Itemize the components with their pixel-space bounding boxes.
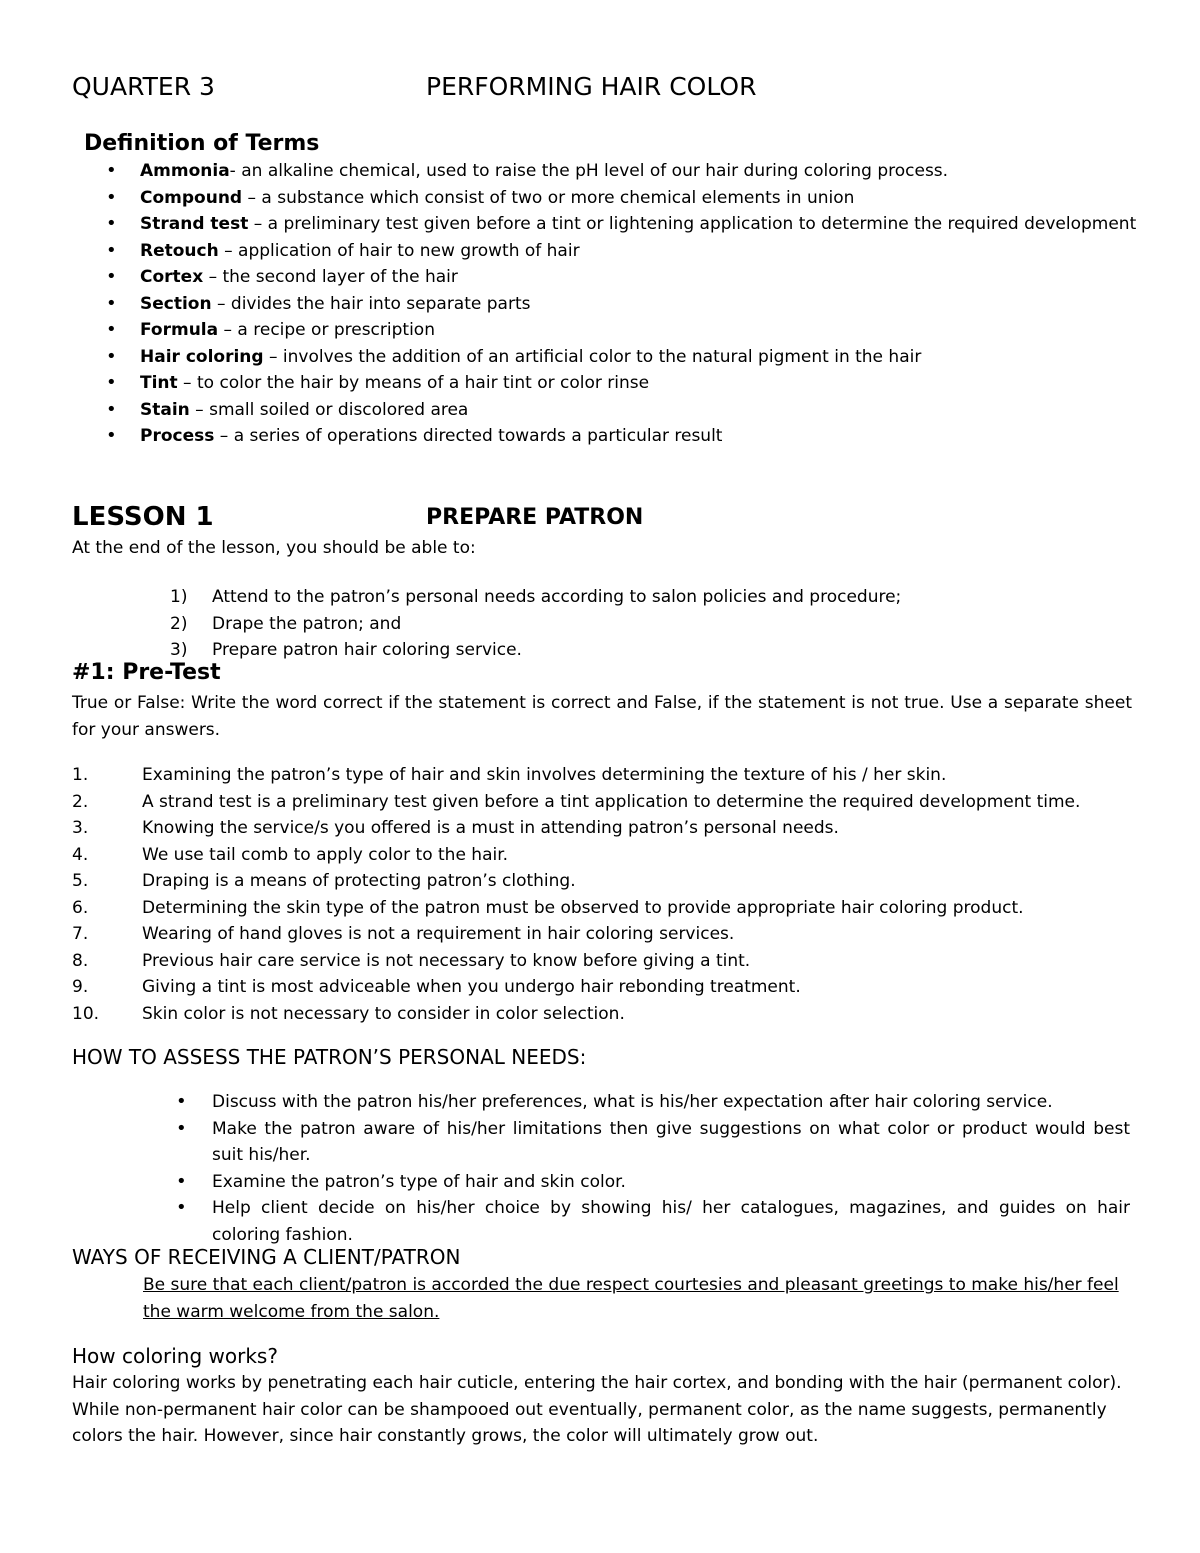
objective-text: Attend to the patron’s personal needs according to salon policies and procedure; <box>212 587 902 607</box>
objective-number: 1) <box>170 587 188 607</box>
pretest-item <box>72 921 1080 948</box>
lesson-title: PREPARE PATRON <box>426 505 644 530</box>
definition-text: divides the hair into separate parts <box>230 293 531 314</box>
definition-text: a preliminary test given before a tint or lightening application to determine the required development <box>267 214 1137 234</box>
definition-text: the second layer of the hair <box>222 267 458 287</box>
definition-item <box>100 344 1140 371</box>
pretest-number: 5. <box>72 871 89 891</box>
objective-item <box>170 637 901 664</box>
definition-text: a recipe or prescription <box>237 320 435 340</box>
coloring-text: Hair coloring works by penetrating each hair cuticle, entering the hair cortex, and bonding with the hair (permanent color). While non-permanent hair color can be shampooed out eventually, permanent color, as the name suggests, permanently colors the hair. However, since hair constantly grows, the color will ultimately grow out. <box>72 1373 1122 1446</box>
definition-item <box>100 423 1140 450</box>
pretest-heading: #1: Pre-Test <box>72 660 221 685</box>
definition-separator: – <box>218 240 239 261</box>
assess-item: • Make the patron aware of his/her limitations then give suggestions on what color or product would best suit his/her. <box>170 1116 1130 1169</box>
pretest-number: 6. <box>72 897 89 918</box>
definition-text: application of hair to new growth of hair <box>238 240 580 261</box>
definition-item <box>100 185 1140 212</box>
definition-separator: – <box>263 346 283 367</box>
definition-term: Process <box>140 426 215 446</box>
pretest-text: Draping is a means of protecting patron’s clothing. <box>142 871 576 891</box>
definition-item <box>100 211 1140 238</box>
pretest-text: Previous hair care service is not necessary to know before giving a tint. <box>142 950 751 971</box>
objective-number: 2) <box>170 613 188 634</box>
definition-separator: – <box>177 373 197 393</box>
pretest-number: 2. <box>72 791 89 812</box>
definitions-heading: Definition of Terms <box>84 131 320 156</box>
pretest-item <box>72 815 1080 842</box>
definition-item <box>100 238 1140 265</box>
page-title: PERFORMING HAIR COLOR <box>426 72 757 101</box>
pretest-text: We use tail comb to apply color to the hair. <box>142 844 509 865</box>
pretest-item <box>72 974 1080 1001</box>
definition-separator: – <box>211 293 231 314</box>
objective-text: Prepare patron hair coloring service. <box>212 640 522 660</box>
pretest-item <box>72 948 1080 975</box>
pretest-number: 4. <box>72 844 89 865</box>
definition-term: Ammonia <box>140 161 230 181</box>
coloring-heading: How coloring works? <box>72 1344 278 1368</box>
definitions-list <box>100 158 1140 450</box>
pretest-text: Examining the patron’s type of hair and skin involves determining the texture of his / her skin. <box>142 765 947 785</box>
objective-text: Drape the patron; and <box>212 613 402 634</box>
definition-term: Retouch <box>140 240 219 261</box>
pretest-number: 7. <box>72 924 89 944</box>
assess-list <box>170 1089 1130 1248</box>
assess-item: • Help client decide on his/her choice by showing his/ her catalogues, magazines, and guides on hair coloring fashion. <box>170 1195 1130 1248</box>
objectives-list <box>170 584 901 664</box>
pretest-text: Knowing the service/s you offered is a must in attending patron’s personal needs. <box>142 818 839 838</box>
definition-item <box>100 264 1140 291</box>
definition-separator: – <box>218 320 238 340</box>
definition-separator: – <box>189 399 210 420</box>
definition-separator: – <box>248 214 268 234</box>
definition-text: involves the addition of an artificial color to the natural pigment in the hair <box>282 346 922 367</box>
receiving-text: Be sure that each client/patron is accorded the due respect courtesies and pleasant greetings to make his/her feel the warm welcome from the salon. <box>143 1275 1119 1322</box>
objective-item <box>170 611 901 638</box>
lesson-intro: At the end of the lesson, you should be able to: <box>72 538 476 558</box>
pretest-text: A strand test is a preliminary test given before a tint application to determine the required development time. <box>142 791 1081 812</box>
definition-term: Compound <box>140 187 243 208</box>
definition-text: to color the hair by means of a hair tint or color rinse <box>196 373 650 393</box>
definition-text: a series of operations directed towards a particular result <box>233 426 723 446</box>
pretest-number: 3. <box>72 818 89 838</box>
assess-heading: HOW TO ASSESS THE PATRON’S PERSONAL NEEDS: <box>72 1045 587 1069</box>
definition-term: Strand test <box>140 214 249 234</box>
quarter-label: QUARTER 3 <box>72 72 215 101</box>
pretest-item <box>72 789 1080 816</box>
definition-term: Stain <box>140 399 190 420</box>
pretest-number: 10. <box>72 1003 100 1024</box>
assess-item: • Examine the patron’s type of hair and skin color. <box>170 1169 1130 1196</box>
definition-separator: - <box>229 161 242 181</box>
definition-item <box>100 370 1140 397</box>
definition-text: a substance which consist of two or more chemical elements in union <box>261 187 855 208</box>
definition-term: Section <box>140 293 212 314</box>
pretest-number: 8. <box>72 950 89 971</box>
definition-separator: – <box>203 267 223 287</box>
objective-number: 3) <box>170 640 188 660</box>
definition-item <box>100 317 1140 344</box>
definition-separator: – <box>242 187 262 208</box>
pretest-number: 1. <box>72 765 89 785</box>
definition-text: an alkaline chemical, used to raise the pH level of our hair during coloring process. <box>241 161 949 181</box>
pretest-list <box>72 762 1080 1027</box>
receiving-heading: WAYS OF RECEIVING A CLIENT/PATRON <box>72 1245 461 1269</box>
pretest-item <box>72 762 1080 789</box>
definition-item <box>100 397 1140 424</box>
pretest-item <box>72 895 1080 922</box>
definition-term: Hair coloring <box>140 346 264 367</box>
pretest-text: Skin color is not necessary to consider in color selection. <box>142 1003 625 1024</box>
pretest-text: Giving a tint is most adviceable when you undergo hair rebonding treatment. <box>142 977 801 997</box>
pretest-item <box>72 842 1080 869</box>
pretest-item <box>72 868 1080 895</box>
lesson-label: LESSON 1 <box>72 502 214 532</box>
definition-item <box>100 291 1140 318</box>
pretest-text: Wearing of hand gloves is not a requirement in hair coloring services. <box>142 924 735 944</box>
pretest-item <box>72 1001 1080 1028</box>
assess-item: • Discuss with the patron his/her preferences, what is his/her expectation after hair coloring service. <box>170 1089 1130 1116</box>
definition-term: Formula <box>140 320 219 340</box>
pretest-instructions: True or False: Write the word correct if the statement is correct and False, if the statement is not true. Use a separate sheet for your answers. <box>72 693 1132 740</box>
definition-term: Cortex <box>140 267 204 287</box>
definition-separator: – <box>214 426 234 446</box>
definition-text: small soiled or discolored area <box>209 399 469 420</box>
definition-term: Tint <box>140 373 178 393</box>
pretest-number: 9. <box>72 977 89 997</box>
pretest-text: Determining the skin type of the patron must be observed to provide appropriate hair coloring product. <box>142 897 1024 918</box>
objective-item <box>170 584 901 611</box>
definition-item <box>100 158 1140 185</box>
